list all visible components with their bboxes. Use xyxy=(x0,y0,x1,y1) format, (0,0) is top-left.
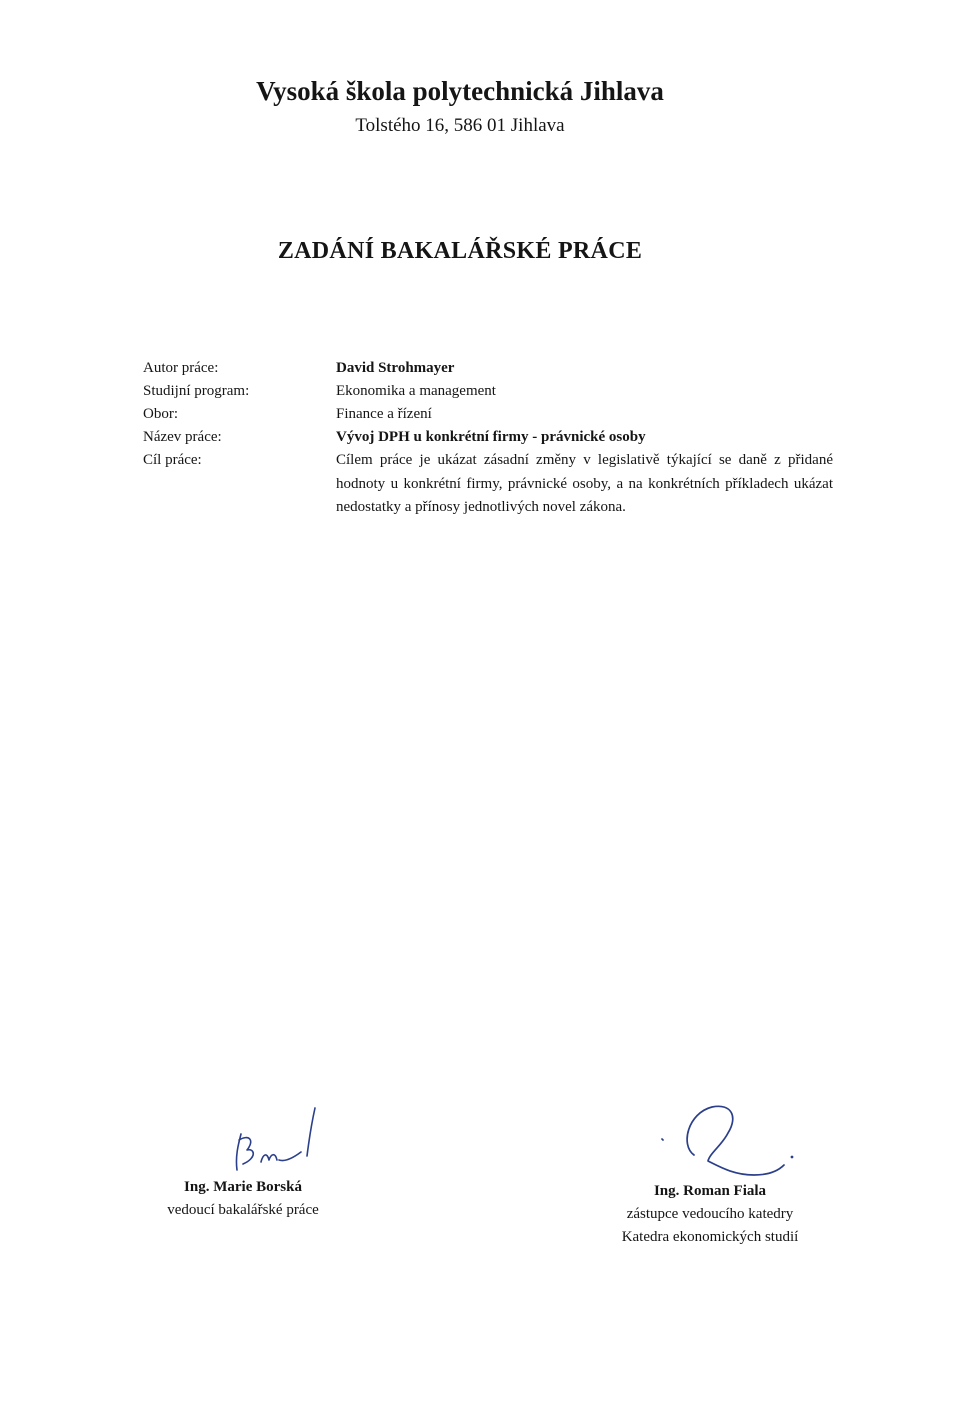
goal-label: Cíl práce: xyxy=(143,452,202,468)
program-label: Studijní program: xyxy=(143,383,250,399)
deputy-head-role: zástupce vedoucího katedry xyxy=(626,1206,794,1222)
institution-name: Vysoká škola polytechnická Jihlava xyxy=(256,76,664,106)
field-row-program xyxy=(143,380,833,403)
assignment-fields xyxy=(143,357,833,520)
thesis-title-value: Vývoj DPH u konkrétní firmy - právnické osoby xyxy=(336,429,646,445)
field-row-author xyxy=(143,357,833,380)
deputy-head-name: Ing. Roman Fiala xyxy=(653,1183,767,1199)
supervisor-role: vedoucí bakalářské práce xyxy=(167,1202,319,1218)
field-value: Finance a řízení xyxy=(336,406,432,422)
signature-left-mark xyxy=(225,1100,335,1180)
signature-block-left xyxy=(113,1176,373,1222)
field-label: Obor: xyxy=(143,406,178,422)
document-title: ZADÁNÍ BAKALÁŘSKÉ PRÁCE xyxy=(277,238,643,264)
department-name: Katedra ekonomických studií xyxy=(621,1229,799,1245)
signature-block-right xyxy=(585,1180,835,1249)
author-label: Autor práce: xyxy=(143,360,219,376)
thesis-title-label: Název práce: xyxy=(143,429,222,445)
field-row-goal xyxy=(143,449,833,520)
program-value: Ekonomika a management xyxy=(336,383,496,399)
author-value: David Strohmayer xyxy=(336,360,455,376)
field-row-thesis-title xyxy=(143,426,833,449)
institution-address: Tolstého 16, 586 01 Jihlava xyxy=(355,115,565,136)
goal-value: Cílem práce je ukázat zásadní změny v legislativě týkající se daně z přidané hodnoty u konkrétní firmy, právnické osoby, a na konkrétních příkladech ukázat nedostatky a přínosy jednotlivých novel zákona. xyxy=(336,452,833,515)
supervisor-name: Ing. Marie Borská xyxy=(184,1179,302,1195)
field-row-field xyxy=(143,403,833,426)
